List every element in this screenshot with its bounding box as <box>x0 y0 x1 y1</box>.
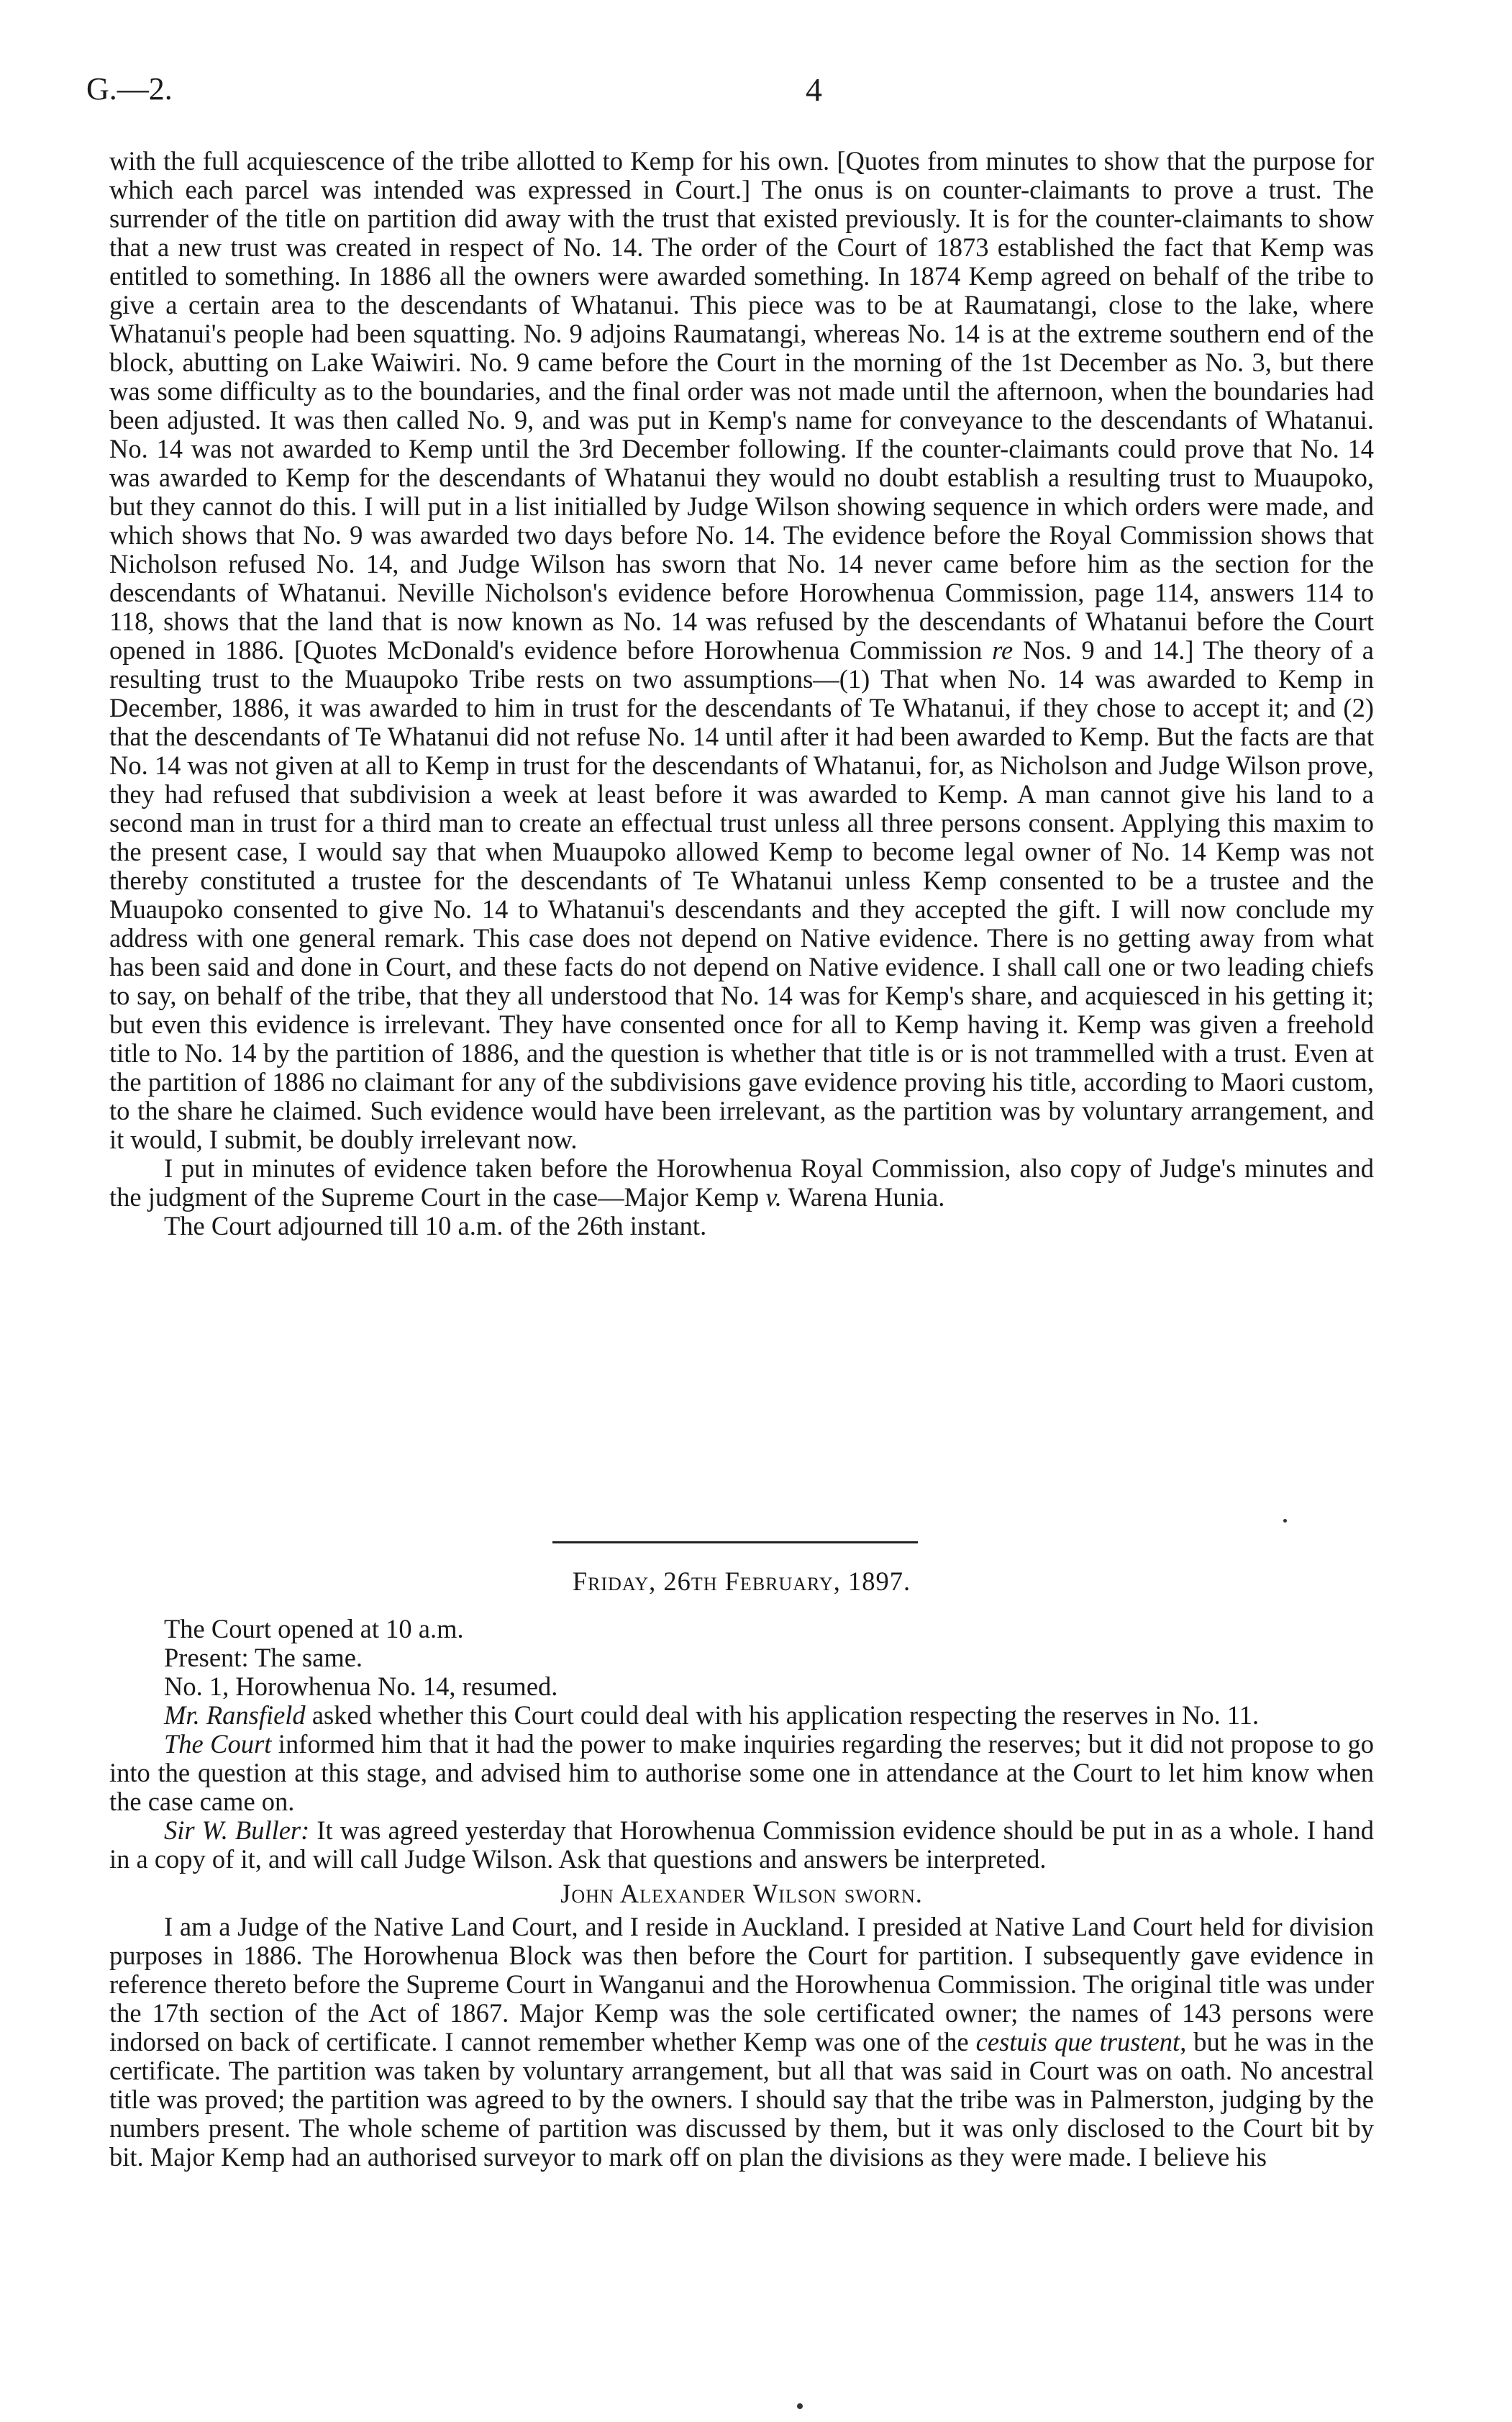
paragraph: The Court informed him that it had the power to make inquiries regarding the reserves; but it did not propose to go into the question at this stage, and advised him to authorise some one in attendance at the Court to let him know when the case came on. <box>109 1729 1374 1816</box>
paragraph: Mr. Ransfield asked whether this Court could deal with his application respecting the reserves in No. 11. <box>164 1700 1260 1730</box>
speaker-name: Mr. Ransfield <box>164 1700 306 1730</box>
case-line: No. 1, Horowhenua No. 14, resumed. <box>164 1672 558 1701</box>
paragraph: I am a Judge of the Native Land Court, and I reside in Auckland. I presided at Native Land Court held for division purposes in 1886. The Horowhenua Block was then before the Court for partition. I subsequently gave evidence in reference thereto before the Supreme Court in Wanganui and the Horowhenua Commission. The original title was under the 17th section of the Act of 1867. Major Kemp was the sole certificated owner; the names of 143 persons were indorsed on back of certificate. I cannot remember whether Kemp was one of the cestuis que trustent, but he was in the certificate. The partition was taken by voluntary arrangement, but all that was said in Court was on oath. No ancestral title was proved; the partition was agreed to by the owners. I should say that the tribe was in Palmerston, judging by the numbers present. The whole scheme of partition was discussed by them, but it was only disclosed to the Court bit by bit. Major Kemp had an authorised surveyor to mark off on plan the divisions as they were made. I believe his <box>109 1912 1374 2172</box>
present-line: Present: The same. <box>164 1643 363 1672</box>
page-number: 4 <box>806 71 822 108</box>
witness-heading: John Alexander Wilson sworn. <box>560 1879 923 1908</box>
address-text <box>109 147 1374 1241</box>
ink-speck <box>797 2403 803 2409</box>
section-divider <box>552 1541 918 1543</box>
court-opened: The Court opened at 10 a.m. <box>164 1614 464 1643</box>
speaker-name: Sir W. Buller: <box>164 1815 310 1845</box>
page-header <box>86 71 1381 114</box>
speaker-name: The Court <box>164 1729 272 1759</box>
paragraph: The Court adjourned till 10 a.m. of the 26th instant. <box>164 1211 707 1241</box>
date-heading: Friday, 26th February, 1897. <box>572 1566 911 1596</box>
paragraph: I put in minutes of evidence taken before the Horowhenua Royal Commission, also copy of Judge's minutes and the judgment of the Supreme Court in the case—Major Kemp v. Warena Hunia. <box>109 1153 1374 1212</box>
paragraph: Sir W. Buller: It was agreed yesterday that Horowhenua Commission evidence should be put in as a whole. I hand in a copy of it, and will call Judge Wilson. Ask that questions and answers be interpreted. <box>109 1815 1374 1874</box>
ink-speck <box>1283 1519 1287 1523</box>
document-reference: G.—2. <box>86 71 173 106</box>
paragraph: with the full acquiescence of the tribe allotted to Kemp for his own. [Quotes from minutes to show that the purpose for which each parcel was intended was expressed in Court.] The onus is on counter-claimants to prove a trust. The surrender of the title on partition did away with the trust that existed previously. It is for the counter-claimants to show that a new trust was created in respect of No. 14. The order of the Court of 1873 established the fact that Kemp was entitled to something. In 1886 all the owners were awarded something. In 1874 Kemp agreed on behalf of the tribe to give a certain area to the descendants of Whatanui. This piece was to be at Raumatangi, close to the lake, where Whatanui's people had been squatting. No. 9 adjoins Raumatangi, whereas No. 14 is at the extreme southern end of the block, abutting on Lake Waiwiri. No. 9 came before the Court in the morning of the 1st December as No. 3, but there was some difficulty as to the boundaries, and the final order was not made until the afternoon, when the boundaries had been adjusted. It was then called No. 9, and was put in Kemp's name for conveyance to the descendants of Whatanui. No. 14 was not awarded to Kemp until the 3rd December following. If the counter-claimants could prove that No. 14 was awarded to Kemp for the descendants of Whatanui they would no doubt establish a resulting trust to Muaupoko, but they cannot do this. I will put in a list initialled by Judge Wilson showing sequence in which orders were made, and which shows that No. 9 was awarded two days before No. 14. The evidence before the Royal Commission shows that Nicholson refused No. 14, and Judge Wilson has sworn that No. 14 never came before him as the section for the descendants of Whatanui. Neville Nicholson's evidence before Horowhenua Commission, page 114, answers 114 to 118, shows that the land that is now known as No. 14 was refused by the descendants of Whatanui before the Court opened in 1886. [Quotes McDonald's evidence before Horowhenua Commission re Nos. 9 and 14.] The theory of a resulting trust to the Muaupoko Tribe rests on two assumptions—(1) That when No. 14 was awarded to Kemp in December, 1886, it was awarded to him in trust for the descendants of Te Whatanui, if they chose to accept it; and (2) that the descendants of Te Whatanui did not refuse No. 14 until after it had been awarded to Kemp. But the facts are that No. 14 was not given at all to Kemp in trust for the descendants of Whatanui, for, as Nicholson and Judge Wilson prove, they had refused that subdivision a week at least before it was awarded to Kemp. A man cannot give his land to a second man in trust for a third man to create an effectual trust unless all three persons consent. Applying this maxim to the present case, I would say that when Muaupoko allowed Kemp to become legal owner of No. 14 Kemp was not thereby constituted a trustee for the descendants of Te Whatanui unless Kemp consented to be a trustee and the Muaupoko consented to give No. 14 to Whatanui's descendants and they accepted the gift. I will now conclude my address with one general remark. This case does not depend on Native evidence. There is no getting away from what has been said and done in Court, and these facts do not depend on Native evidence. I shall call one or two leading chiefs to say, on behalf of the tribe, that they all understood that No. 14 was for Kemp's share, and acquiesced in his getting it; but even this evidence is irrelevant. They have consented once for all to Kemp having it. Kemp was given a freehold title to No. 14 by the partition of 1886, and the question is whether that title is or is not trammelled with a trust. Even at the partition of 1886 no claimant for any of the subdivisions gave evidence proving his title, according to Maori custom, to the share he claimed. Such evidence would have been irrelevant, as the partition was by voluntary arrangement, and it would, I submit, be doubly irrelevant now. <box>109 146 1375 1154</box>
court-proceedings <box>109 1567 1374 2172</box>
